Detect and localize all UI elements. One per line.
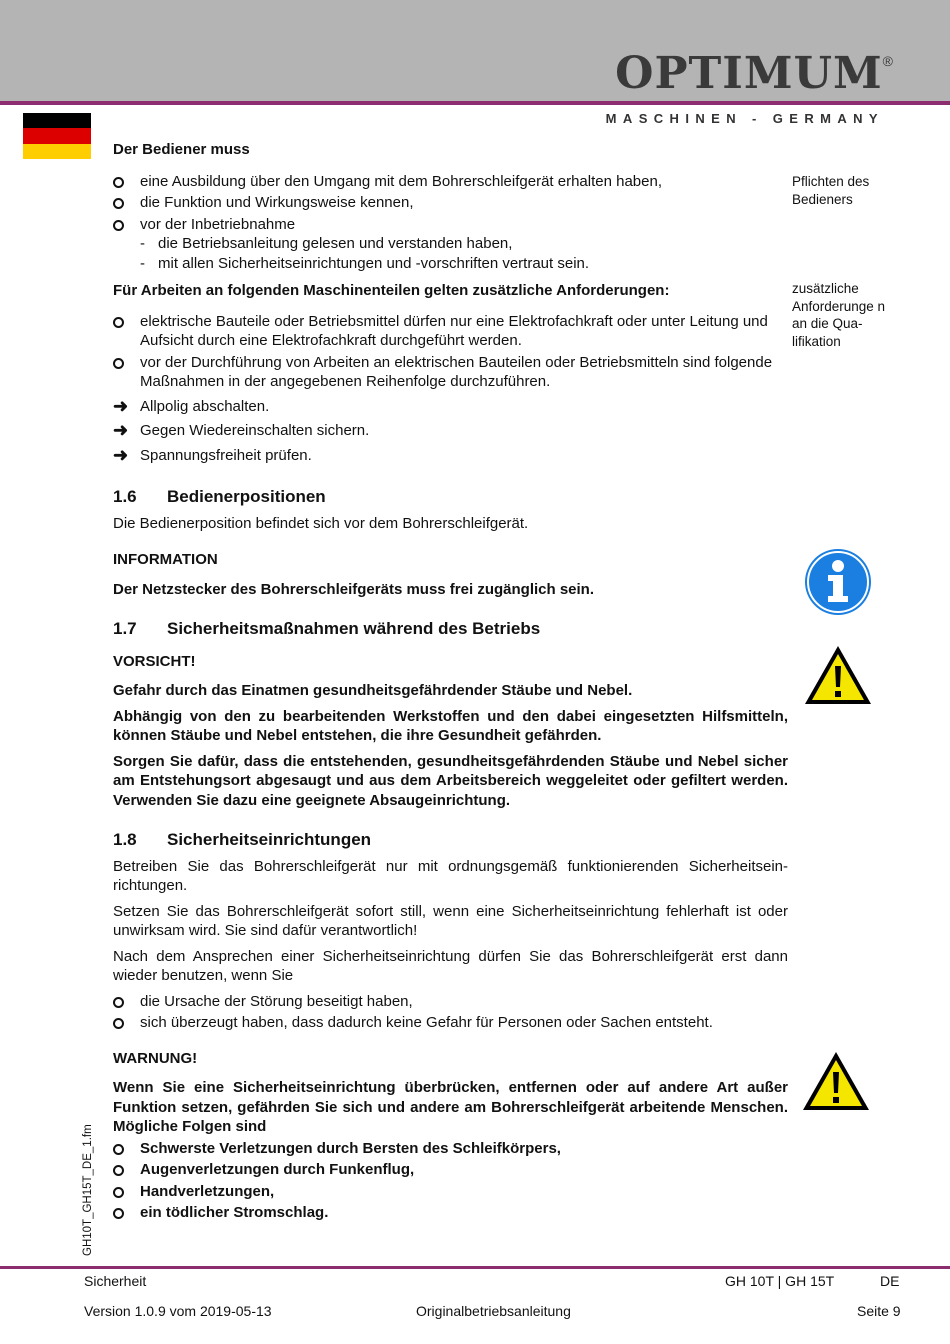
step-item: ➜ Gegen Wiedereinschalten sichern. bbox=[113, 420, 370, 440]
warning-label: WARNUNG! bbox=[113, 1049, 198, 1067]
info-label: INFORMATION bbox=[113, 551, 218, 568]
footer-document: Originalbetriebsanleitung bbox=[416, 1303, 571, 1319]
operator-position-text: Die Bedienerposition befindet sich vor dem Bohrerschleifgerät. bbox=[113, 514, 529, 532]
information-icon bbox=[804, 548, 872, 616]
heading-1-8: 1.8 Sicherheitseinrichtungen bbox=[113, 830, 372, 849]
list-item: vor der Inbetriebnahme bbox=[113, 215, 788, 235]
warning-triangle-icon bbox=[801, 1050, 871, 1112]
list-item: elektrische Bauteile oder Betriebsmittel dürfen nur eine Elektrofachkraft oder unter Leitung und Aufsicht durch eine Elektrofachkraft durchgeführt werden. bbox=[113, 312, 788, 351]
caution-paragraph: Sorgen Sie dafür, dass die entstehenden, gesundheitsgefährdenden Stäube und Nebel sicher am Entstehungsort abgesaugt und aus dem Arbeitsbereich weggeleitet oder gefiltert werden. Verwenden Sie dazu eine geeignete Absaugeinrichtung. bbox=[113, 752, 788, 809]
margin-note-duties: Pflichten des Bedieners bbox=[792, 174, 870, 207]
list-item: sich überzeugt haben, dass dadurch keine Gefahr für Personen oder Sachen entsteht. bbox=[113, 1013, 788, 1033]
main-content bbox=[113, 140, 788, 1223]
warning-triangle-icon bbox=[803, 644, 873, 706]
sub-list-item: - die Betriebsanleitung gelesen und verstanden haben, bbox=[140, 235, 513, 252]
margin-note-additional: zusätzliche Anforderunge n an die Qua- lifikation bbox=[792, 281, 886, 349]
step-item: ➜ Allpolig abschalten. bbox=[113, 395, 270, 416]
footer-version: Version 1.0.9 vom 2019-05-13 bbox=[84, 1303, 272, 1319]
info-text: Der Netzstecker des Bohrerschleifgeräts muss frei zugänglich sein. bbox=[113, 580, 595, 598]
warning-text: Wenn Sie eine Sicherheitseinrichtung überbrücken, entfernen oder auf andere Art außer Funktion setzen, gefährden Sie sich und andere am Bohrerschleifgerät arbeitende Menschen. Mögliche Folgen sind bbox=[113, 1079, 788, 1135]
footer-page-number: Seite 9 bbox=[857, 1303, 901, 1319]
sub-list-item: - mit allen Sicherheitseinrichtungen und -vorschriften vertraut sein. bbox=[140, 254, 590, 272]
header-divider bbox=[0, 101, 950, 105]
caution-label: VORSICHT! bbox=[113, 652, 196, 670]
list-item: Handverletzungen, bbox=[113, 1182, 788, 1202]
file-name-vertical: GH10T_GH15T_DE_1.fm bbox=[82, 1124, 94, 1256]
german-flag-icon bbox=[23, 113, 91, 159]
operator-title: Der Bediener muss bbox=[113, 141, 250, 158]
list-item: Schwerste Verletzungen durch Bersten des Schleifkörpers, bbox=[113, 1139, 788, 1159]
additional-title: Für Arbeiten an folgenden Maschinenteilen gelten zusätzliche Anforderungen: bbox=[113, 282, 670, 299]
caution-paragraph: Gefahr durch das Einatmen gesundheitsgefährdender Stäube und Nebel. bbox=[113, 682, 633, 699]
safety-paragraph: Betreiben Sie das Bohrerschleifgerät nur mit ordnungsgemäß funktionierenden Sicherheitsein- richtungen. bbox=[113, 857, 788, 894]
list-item: ein tödlicher Stromschlag. bbox=[113, 1203, 788, 1223]
list-item: eine Ausbildung über den Umgang mit dem Bohrerschleifgerät erhalten haben, bbox=[113, 172, 788, 192]
heading-1-7: 1.7 Sicherheitsmaßnahmen während des Betriebs bbox=[113, 619, 541, 638]
step-item: ➜ Spannungsfreiheit prüfen. bbox=[113, 444, 312, 465]
brand-tagline: MASCHINEN - GERMANY bbox=[605, 111, 884, 126]
safety-paragraph: Nach dem Ansprechen einer Sicherheitseinrichtung dürfen Sie das Bohrerschleifgerät erst dann wieder benutzen, wenn Sie bbox=[113, 947, 788, 984]
footer-section: Sicherheit bbox=[84, 1273, 147, 1289]
heading-1-6: 1.6 Bedienerpositionen bbox=[113, 487, 326, 506]
footer-models: GH 10T | GH 15T bbox=[725, 1273, 835, 1289]
safety-paragraph: Setzen Sie das Bohrerschleifgerät sofort still, wenn eine Sicherheitseinrichtung fehlerhaft ist oder unwirksam wird. Sie sind dafür verantwortlich! bbox=[113, 902, 788, 939]
list-item: vor der Durchführung von Arbeiten an elektrischen Bauteilen oder Betriebsmitteln sind folgende Maßnahmen in der angegebenen Reihenfolge durchzuführen. bbox=[113, 353, 788, 392]
caution-paragraph: Abhängig von den zu bearbeitenden Werkstoffen und den dabei eingesetzten Hilfsmitteln, können Stäube und Nebel entstehen, die ihre Gesundheit gefährden. bbox=[113, 707, 788, 744]
footer-language: DE bbox=[880, 1273, 900, 1289]
list-item: die Funktion und Wirkungsweise kennen, bbox=[113, 193, 788, 213]
list-item: die Ursache der Störung beseitigt haben, bbox=[113, 992, 788, 1012]
brand-logo: OPTIMUM® bbox=[615, 48, 894, 99]
list-item: Augenverletzungen durch Funkenflug, bbox=[113, 1160, 788, 1180]
footer-divider bbox=[0, 1266, 950, 1269]
